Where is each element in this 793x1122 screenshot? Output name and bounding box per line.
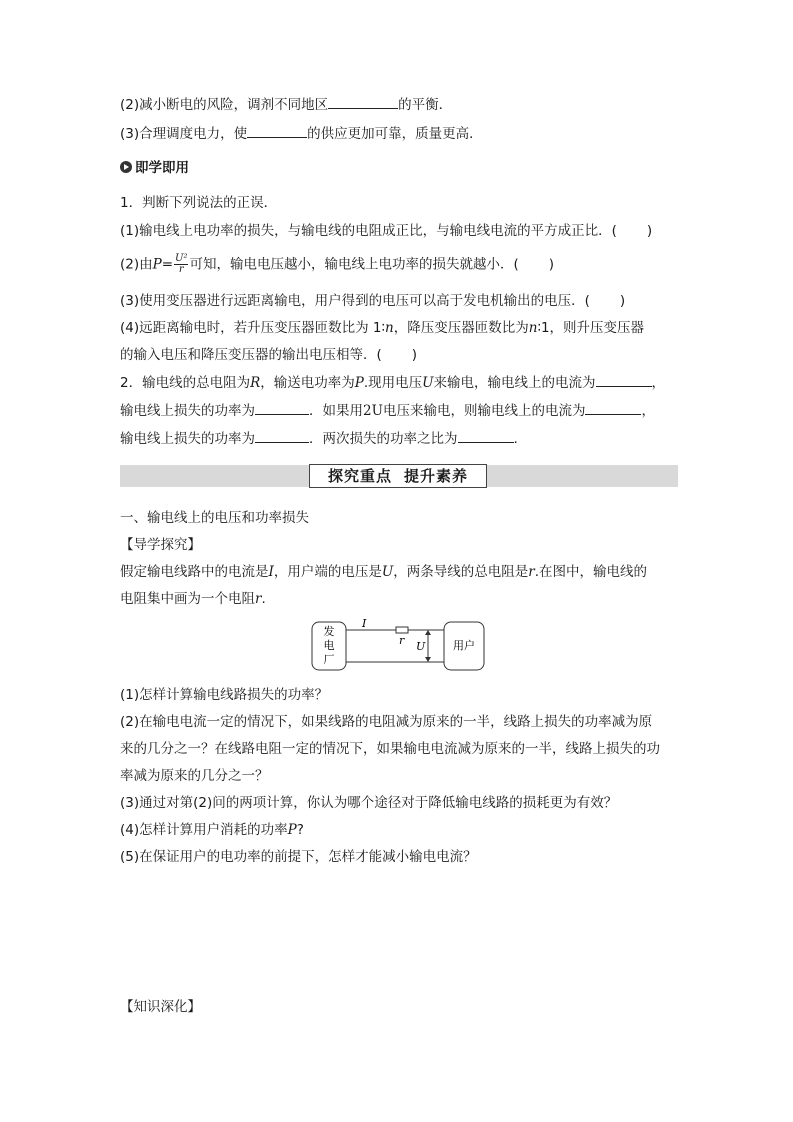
practice-heading: 即学即用 (120, 158, 189, 178)
guide-heading: 【导学探究】 (120, 537, 201, 553)
answer-blank[interactable] (596, 372, 652, 387)
answer-blank[interactable] (328, 94, 398, 109)
fraction-u2-over-r: $\frac{\text{U²}}{r}$ (175, 253, 188, 275)
answer-blank[interactable] (255, 428, 309, 443)
transmission-circuit-diagram (300, 615, 500, 675)
question-1-title: 1．判断下列说法的正误． (120, 195, 278, 211)
current-label: I (362, 617, 367, 630)
answer-blank[interactable] (458, 428, 514, 443)
question-2-line-3: 输电线上损失的功率为 ．两次损失的功率之比为 . (120, 428, 518, 449)
user-label: 用户 (453, 639, 475, 652)
play-circle-icon (120, 161, 132, 173)
question-2-line-1: 2．输电线的总电阻为R，输送电功率为P.现用电压U来输电，输电线上的电流为 ， (120, 372, 665, 393)
inquiry-question-2-line-2: 来的几分之一？在线路电阻一定的情况下，如果输电电流减为原来的一半，线路上损失的功 (120, 741, 660, 757)
plant-label-3: 厂 (323, 653, 335, 666)
answer-blank[interactable] (585, 400, 641, 415)
judgment-item-4-line-1: (4)远距离输电时，若升压变压器匝数比为 1∶n，降压变压器匝数比为n∶1，则升压变压器 (120, 320, 645, 336)
intro-line-2: 电阻集中画为一个电阻r. (120, 591, 266, 607)
section-banner: 探究重点 提升素养 (309, 464, 487, 488)
judgment-item-4-line-2: 的输入电压和降压变压器的输出电压相等．( ) (120, 347, 418, 363)
answer-blank[interactable] (255, 400, 309, 415)
inquiry-question-3: (3)通过对第(2)问的两项计算，你认为哪个途径对于降低输电线路的损耗更为有效？ (120, 795, 618, 811)
question-2-line-2: 输电线上损失的功率为 ．如果用2U电压来输电，则输电线上的电流为 ， (120, 400, 655, 421)
fill-in-item-2: (2)减小断电的风险，调剂不同地区 的平衡． (120, 94, 452, 115)
inquiry-question-4: (4)怎样计算用户消耗的功率P? (120, 822, 304, 838)
resistor-symbol (396, 627, 408, 633)
fill-in-item-3: (3)合理调度电力，使 的供应更加可靠，质量更高． (120, 123, 483, 144)
intro-line-1: 假定输电线路中的电流是I，用户端的电压是U，两条导线的总电阻是r.在图中，输电线的 (120, 564, 647, 580)
knowledge-deepen-heading: 【知识深化】 (120, 999, 201, 1015)
voltage-arrow-up-icon (425, 630, 431, 635)
inquiry-question-5: (5)在保证用户的电功率的前提下，怎样才能减小输电电流？ (120, 849, 477, 865)
judgment-item-3: (3)使用变压器进行远距离输电，用户得到的电压可以高于发电机输出的电压．( ) (120, 293, 626, 309)
answer-blank[interactable] (247, 123, 307, 138)
plant-label-1: 发 (323, 625, 335, 638)
inquiry-question-2-line-3: 率减为原来的几分之一？ (120, 768, 269, 784)
plant-label-2: 电 (323, 639, 335, 652)
judgment-item-2: (2)由P= $\frac{\text{U²}}{r}$ 可知，输电电压越小，输电线上电功率的损失就越小．( ) (120, 253, 555, 275)
voltage-arrow-down-icon (425, 657, 431, 662)
inquiry-question-2-line-1: (2)在输电电流一定的情况下，如果线路的电阻减为原来的一半，线路上损失的功率减为原 (120, 714, 653, 730)
voltage-label: U (416, 640, 426, 653)
section-title: 一、输电线上的电压和功率损失 (120, 510, 309, 526)
judgment-item-1: (1)输电线上电功率的损失，与输电线的电阻成正比，与输电线电流的平方成正比．( ) (120, 223, 653, 239)
inquiry-question-1: (1)怎样计算输电线路损失的功率？ (120, 687, 329, 703)
resistor-label: r (399, 634, 405, 647)
